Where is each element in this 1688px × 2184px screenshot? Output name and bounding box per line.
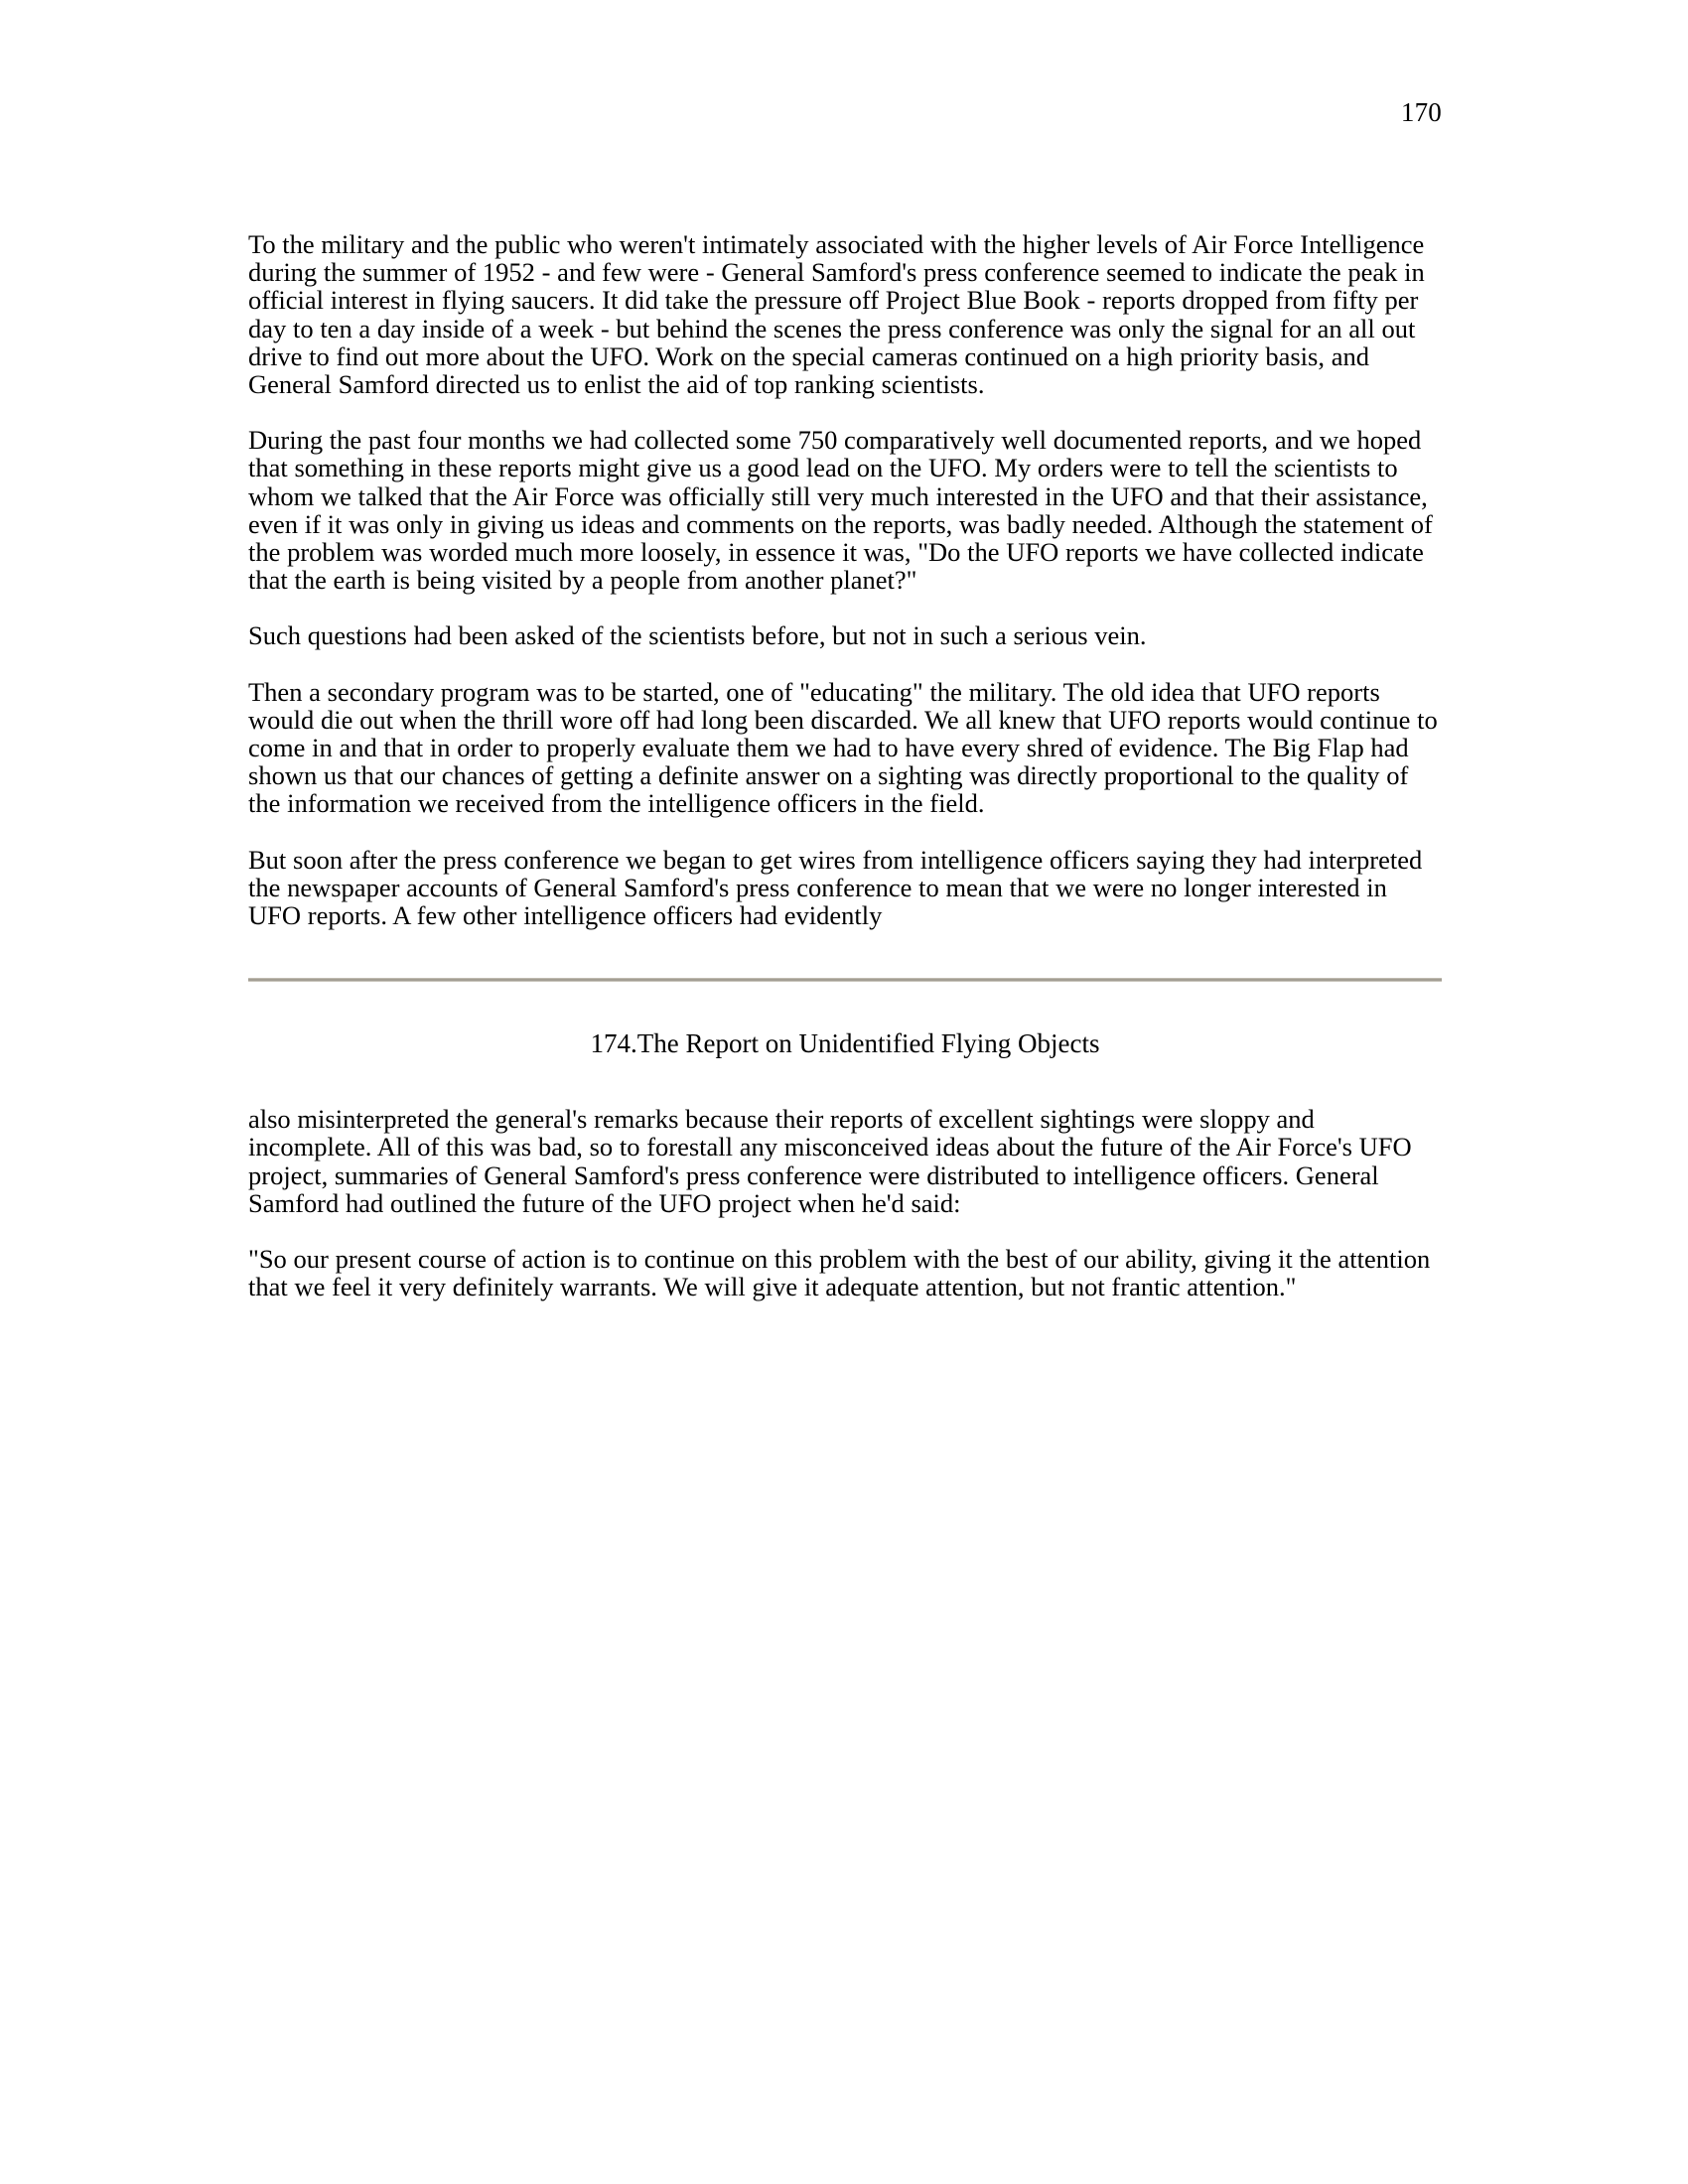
body-paragraph: "So our present course of action is to continue on this problem with the best of our ability, giving it the attention that we feel it very definitely warrants. We will give it adequate attention, but not frantic attention."	[248, 1244, 1431, 1302]
body-paragraph: But soon after the press conference we began to get wires from intelligence officers saying they had interpreted the newspaper accounts of General Samford's press conference to mean that we were no longer interested in UFO reports. A few other intelligence officers had evidently	[248, 844, 1423, 931]
body-paragraph: also misinterpreted the general's remarks because their reports of excellent sightings were sloppy and incomplete. All of this was bad, so to forestall any misconceived ideas about the future of the Air Force's UFO project, summaries of General Samford's press conference were distributed to intelligence officers. General Samford had outlined the future of the UFO project when he'd said:	[248, 1104, 1412, 1218]
document-body-lower	[248, 1105, 1442, 1300]
body-paragraph: To the military and the public who weren't intimately associated with the higher levels of Air Force Intelligence during the summer of 1952 - and few were - General Samford's press conference seemed to indicate the peak in official interest in flying saucers. It did take the pressure off Project Blue Book - reports dropped from fifty per day to ten a day inside of a week - but behind the scenes the press conference was only the signal for an all out drive to find out more about the UFO. Work on the special cameras continued on a high priority basis, and General Samford directed us to enlist the aid of top ranking scientists.	[248, 229, 1425, 400]
page-number-row	[0, 95, 1442, 129]
document-body	[248, 230, 1442, 1300]
section-break	[248, 978, 1442, 1059]
section-heading: 174.The Report on Unidentified Flying Objects	[590, 1028, 1100, 1059]
horizontal-rule-divider	[248, 978, 1442, 982]
page-number: 170	[1400, 97, 1442, 127]
body-paragraph: During the past four months we had collected some 750 comparatively well documented reports, and we hoped that something in these reports might give us a good lead on the UFO. My orders were to tell the scientists to whom we talked that the Air Force was officially still very much interested in the UFO and that their assistance, even if it was only in giving us ideas and comments on the reports, was badly needed. Although the statement of the problem was worded much more loosely, in essence it was, "Do the UFO reports we have collected indicate that the earth is being visited by a people from another planet?"	[248, 425, 1433, 596]
body-paragraph: Such questions had been asked of the scientists before, but not in such a serious vein.	[248, 620, 1147, 651]
body-paragraph: Then a secondary program was to be started, one of "educating" the military. The old idea that UFO reports would die out when the thrill wore off had long been discarded. We all knew that UFO reports would continue to come in and that in order to properly evaluate them we had to have every shred of evidence. The Big Flap had shown us that our chances of getting a definite answer on a sighting was directly proportional to the quality of the information we received from the intelligence officers in the field.	[248, 676, 1438, 819]
